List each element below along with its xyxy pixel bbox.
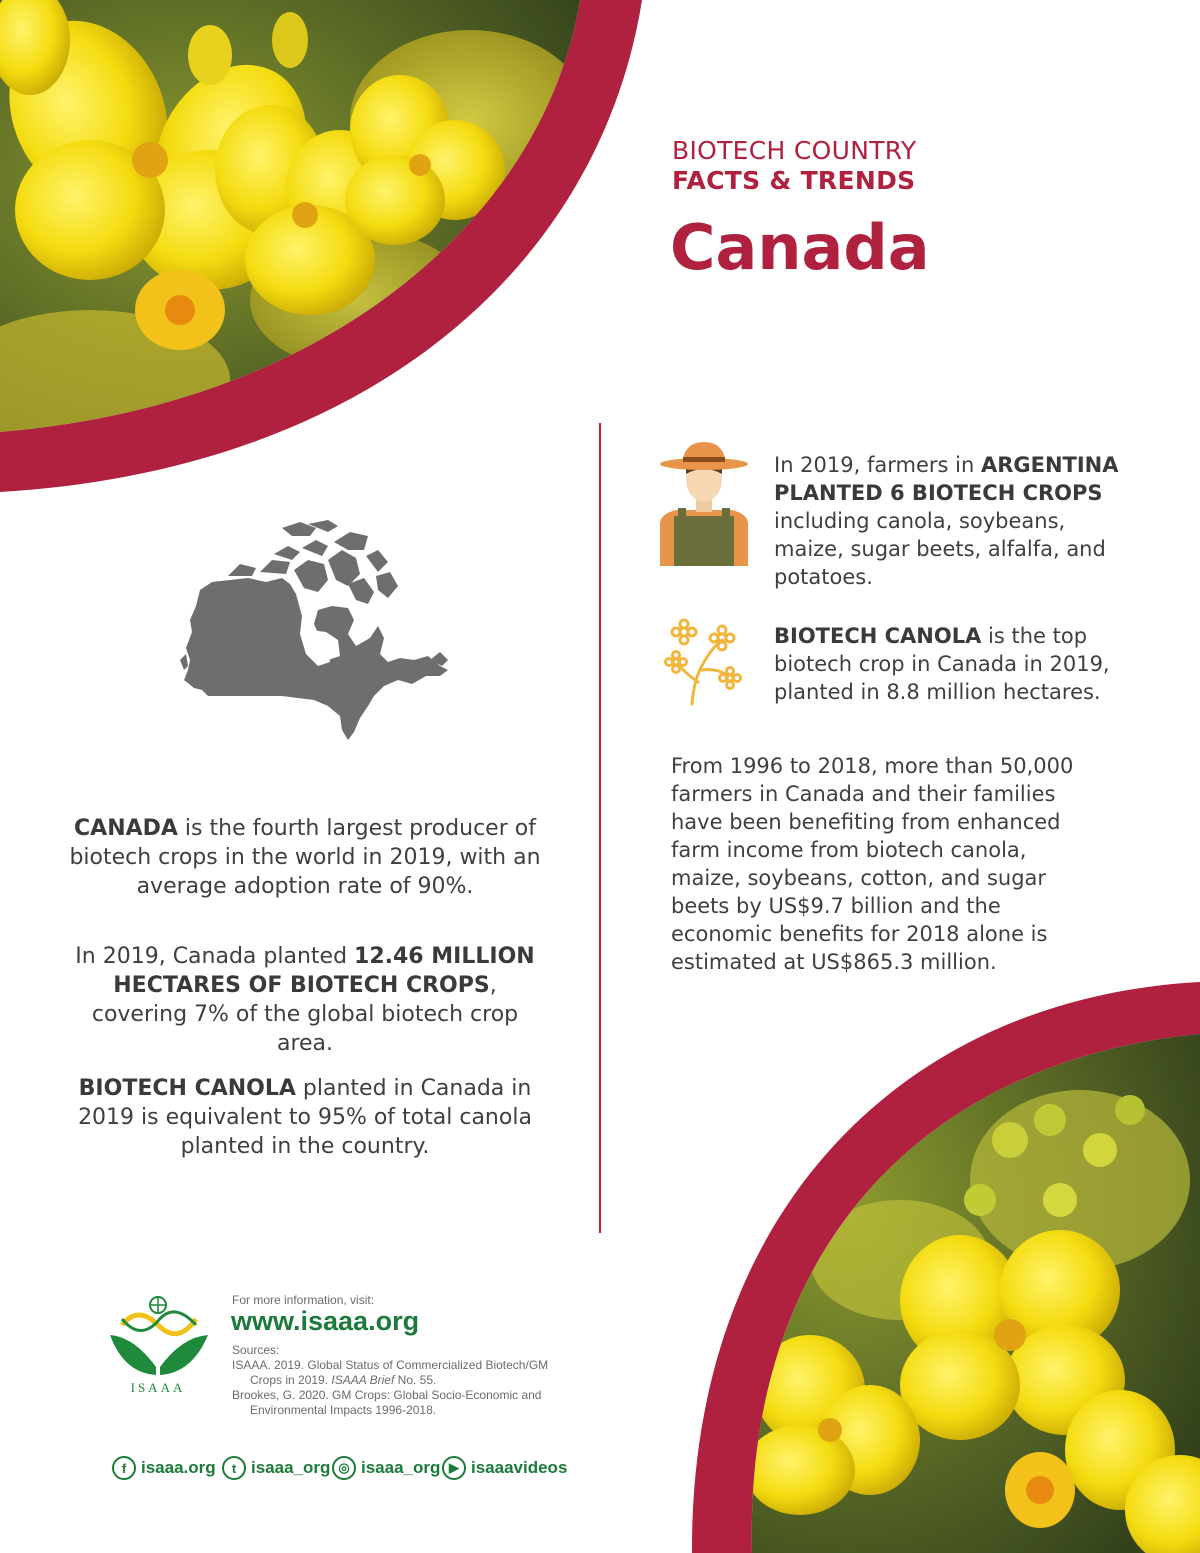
fact1-pre: In 2019, farmers in (774, 453, 981, 477)
source-1-tail: No. 55. (394, 1373, 437, 1387)
fact-farm-income: From 1996 to 2018, more than 50,000 farmers in Canada and their families have been benefiting from enhanced farm income from biotech canola, maize, soybeans, cotton, and sugar beets by US$9.7 billion and the economic benefits for 2018 alone is estimated at US$865.3 million. (671, 754, 1074, 974)
social-facebook[interactable] (112, 1456, 216, 1480)
website-link[interactable]: www.isaaa.org (231, 1306, 420, 1336)
source-1-text: Crops in 2019. (250, 1373, 332, 1387)
p3-bold: BIOTECH CANOLA (78, 1076, 296, 1101)
p1-rest: is the fourth largest producer of biotech crops in the world in 2019, with an average adoption rate of 90%. (69, 816, 541, 899)
p2-rest: , covering 7% of the global biotech crop area. (91, 973, 519, 1056)
isaaa-logo (104, 1295, 212, 1395)
header-eyebrow (672, 136, 916, 196)
column-divider (599, 423, 601, 1233)
instagram-icon: ◎ (332, 1456, 356, 1480)
p2-pre: In 2019, Canada planted (75, 944, 355, 969)
source-1-italic: ISAAA Brief (331, 1373, 395, 1387)
facebook-label: isaaa.org (141, 1458, 216, 1477)
facebook-icon: f (112, 1456, 136, 1480)
fact-canola (774, 622, 1124, 706)
social-twitter[interactable] (222, 1456, 330, 1480)
source-1-line-b (232, 1373, 592, 1388)
p1-bold: CANADA (74, 816, 178, 841)
sources-block (232, 1343, 592, 1418)
source-2-line-b: Environmental Impacts 1996-2018. (250, 1403, 437, 1417)
social-instagram[interactable] (332, 1456, 440, 1480)
left-paragraph-3 (65, 1074, 545, 1161)
farmer-icon (656, 440, 752, 566)
youtube-icon: ▶ (442, 1456, 466, 1480)
header-line2: FACTS & TRENDS (672, 166, 916, 195)
left-paragraph-1 (65, 814, 545, 901)
logo-text: ISAAA (130, 1380, 186, 1395)
canada-map (178, 520, 450, 745)
canola-flower-icon (664, 618, 744, 706)
fact1-bold: ARGENTINA PLANTED 6 BIOTECH CROPS (774, 453, 1119, 505)
fact1-rest: including canola, soybeans, maize, sugar beets, alfalfa, and potatoes. (774, 509, 1106, 589)
youtube-label: isaaavideos (471, 1458, 568, 1477)
twitter-label: isaaa_org (251, 1458, 331, 1477)
twitter-icon: t (222, 1456, 246, 1480)
page-title: Canada (670, 211, 930, 284)
p2-bold: 12.46 MILLION HECTARES OF BIOTECH CROPS (113, 944, 535, 998)
visit-label: For more information, visit: (232, 1293, 375, 1307)
fact2-bold: BIOTECH CANOLA (774, 624, 982, 648)
social-youtube[interactable] (442, 1456, 567, 1480)
left-paragraph-2 (65, 942, 545, 1058)
source-2-line-a: Brookes, G. 2020. GM Crops: Global Socio-Economic and (232, 1388, 542, 1402)
fact2-rest: is the top biotech crop in Canada in 2019, planted in 8.8 million hectares. (774, 624, 1110, 704)
source-1-line-a: ISAAA. 2019. Global Status of Commercialized Biotech/GM (232, 1358, 549, 1372)
fact-argentina (774, 451, 1134, 591)
instagram-label: isaaa_org (361, 1458, 441, 1477)
header-line1: BIOTECH COUNTRY (672, 136, 917, 165)
sources-label: Sources: (232, 1343, 280, 1357)
p3-rest: planted in Canada in 2019 is equivalent to 95% of total canola planted in the country. (78, 1076, 532, 1159)
